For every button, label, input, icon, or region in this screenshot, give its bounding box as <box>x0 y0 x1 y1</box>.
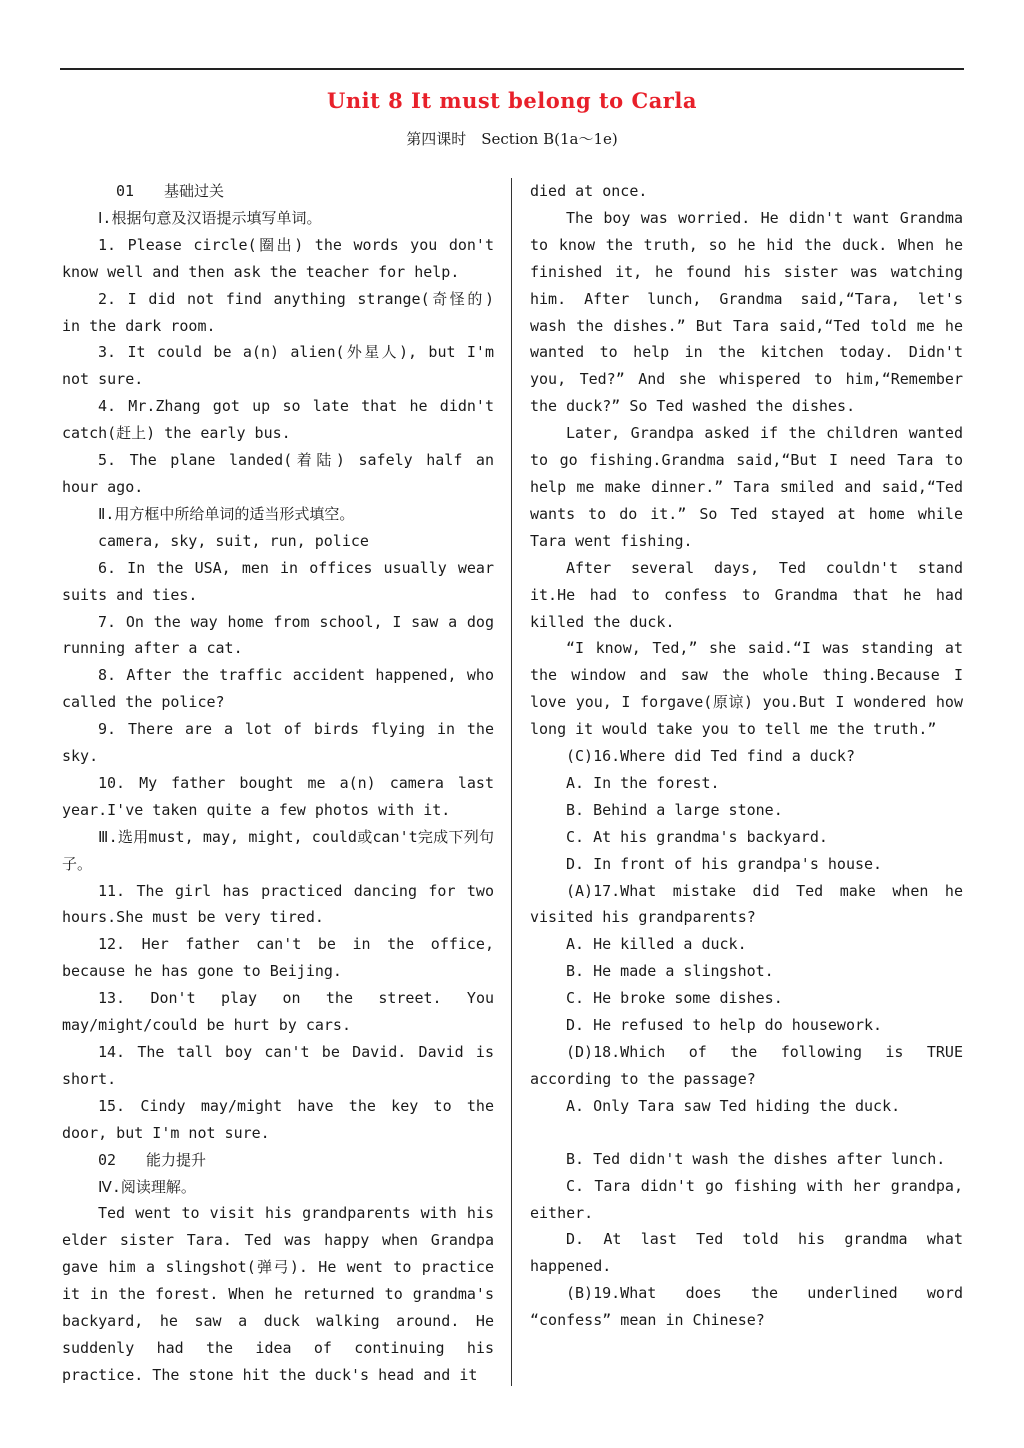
text-line: camera, sky, suit, run, police <box>98 531 369 550</box>
text-line: C. At his grandma's backyard. <box>566 827 828 846</box>
text-line: A. Only Tara saw Ted hiding the duck. <box>566 1096 901 1115</box>
text-line: The boy was worried. He didn't want Grandma to know the truth, so he hid the duck. When he finished it, he found his sister was watching him. After lunch, Grandma said,“Tara, let's wash the dishes.” But Tara said,“Ted told me he wanted to help in the kitchen today. Didn't you, Ted?” And she whispered to him,“Remember the duck?” So Ted washed the dishes. <box>530 208 963 416</box>
text-line: (A)17.What mistake did Ted make when he visited his grandparents? <box>530 881 963 927</box>
text-line: 1. Please circle(圈出) the words you don't know well and then ask the teacher for help. <box>62 235 494 281</box>
text-line: (D)18.Which of the following is TRUE according to the passage? <box>530 1043 963 1088</box>
text-line: 4. Mr.Zhang got up so late that he didn't catch(赶上) the early bus. <box>62 397 494 443</box>
text-line: 12. Her father can't be in the office, because he has gone to Beijing. <box>62 935 494 981</box>
text-line: A. In the forest. <box>566 773 720 792</box>
text-line: C. He broke some dishes. <box>566 989 783 1008</box>
text-line: Later, Grandpa asked if the children wanted to go fishing.Grandma said,“But I need Tara to help me make dinner.” Tara smiled and said,“Ted wants to do it.” So Ted stayed at home while Tara went fishing. <box>530 424 963 550</box>
left-column <box>62 178 494 1389</box>
text-line: B. Behind a large stone. <box>566 800 783 819</box>
text-line: 3. It could be a(n) alien(外星人), but I'm not sure. <box>62 343 494 389</box>
text-line: 11. The girl has practiced dancing for two hours.She must be very tired. <box>62 881 494 927</box>
text-line: 5. The plane landed(着陆) safely half an hour ago. <box>62 451 494 496</box>
text-line: B. Ted didn't wash the dishes after lunch. <box>566 1149 946 1168</box>
text-line: A. He killed a duck. <box>566 935 747 954</box>
text-line: 6. In the USA, men in offices usually wear suits and ties. <box>62 558 494 604</box>
text-line: 7. On the way home from school, I saw a dog running after a cat. <box>62 612 494 658</box>
text-line: C. Tara didn't go fishing with her grandpa, either. <box>530 1176 963 1222</box>
text-line: 02 能力提升 <box>98 1150 207 1169</box>
page-title: Unit 8 It must belong to Carla <box>327 88 697 113</box>
column-divider <box>511 178 512 1386</box>
text-line: (B)19.What does the underlined word “confess” mean in Chinese? <box>530 1284 963 1330</box>
text-line: 13. Don't play on the street. You may/might/could be hurt by cars. <box>62 989 494 1035</box>
text-line: D. He refused to help do housework. <box>566 1016 883 1035</box>
text-line: After several days, Ted couldn't stand it.He had to confess to Grandma that he had killed the duck. <box>530 558 963 631</box>
text-line: 15. Cindy may/might have the key to the door, but I'm not sure. <box>62 1096 494 1142</box>
text-line: 10. My father bought me a(n) camera last year.I've taken quite a few photos with it. <box>62 773 494 819</box>
text-line: 14. The tall boy can't be David. David is short. <box>62 1043 494 1088</box>
text-line: Ⅰ.根据句意及汉语提示填写单词。 <box>98 208 322 227</box>
text-line: Ⅳ.阅读理解。 <box>98 1177 196 1196</box>
text-line: 9. There are a lot of birds flying in the sky. <box>62 720 494 766</box>
text-line: D. At last Ted told his grandma what happened. <box>530 1230 963 1276</box>
text-line: Ⅲ.选用must, may, might, could或can't完成下列句子。 <box>62 827 494 873</box>
text-line: “I know, Ted,” she said.“I was standing at the window and saw the whole thing.Because I love you, I forgave(原谅) you.But I wondered how long it would take you to tell me the truth.” <box>530 639 963 739</box>
text-line: 01 基础过关 <box>116 182 225 200</box>
text-line: (C)16.Where did Ted find a duck? <box>566 747 855 766</box>
text-line: 8. After the traffic accident happened, who called the police? <box>62 666 494 712</box>
right-column <box>530 178 963 1334</box>
top-rule <box>60 68 964 70</box>
text-line: Ted went to visit his grandparents with his elder sister Tara. Ted was happy when Grandpa gave him a slingshot(弹弓). He went to practice it in the forest. When he returned to grandma's backyard, he saw a duck walking around. He suddenly had the idea of continuing his practice. The stone hit the duck's head and it <box>62 1204 494 1384</box>
blank-line <box>530 1120 963 1146</box>
text-line: Ⅱ.用方框中所给单词的适当形式填空。 <box>98 504 355 523</box>
text-line: D. In front of his grandpa's house. <box>566 854 883 873</box>
text-line: 2. I did not find anything strange(奇怪的) in the dark room. <box>62 289 494 335</box>
text-line: died at once. <box>530 182 648 200</box>
page-subtitle: 第四课时 Section B(1a～1e) <box>406 130 618 148</box>
text-line: B. He made a slingshot. <box>566 962 774 981</box>
